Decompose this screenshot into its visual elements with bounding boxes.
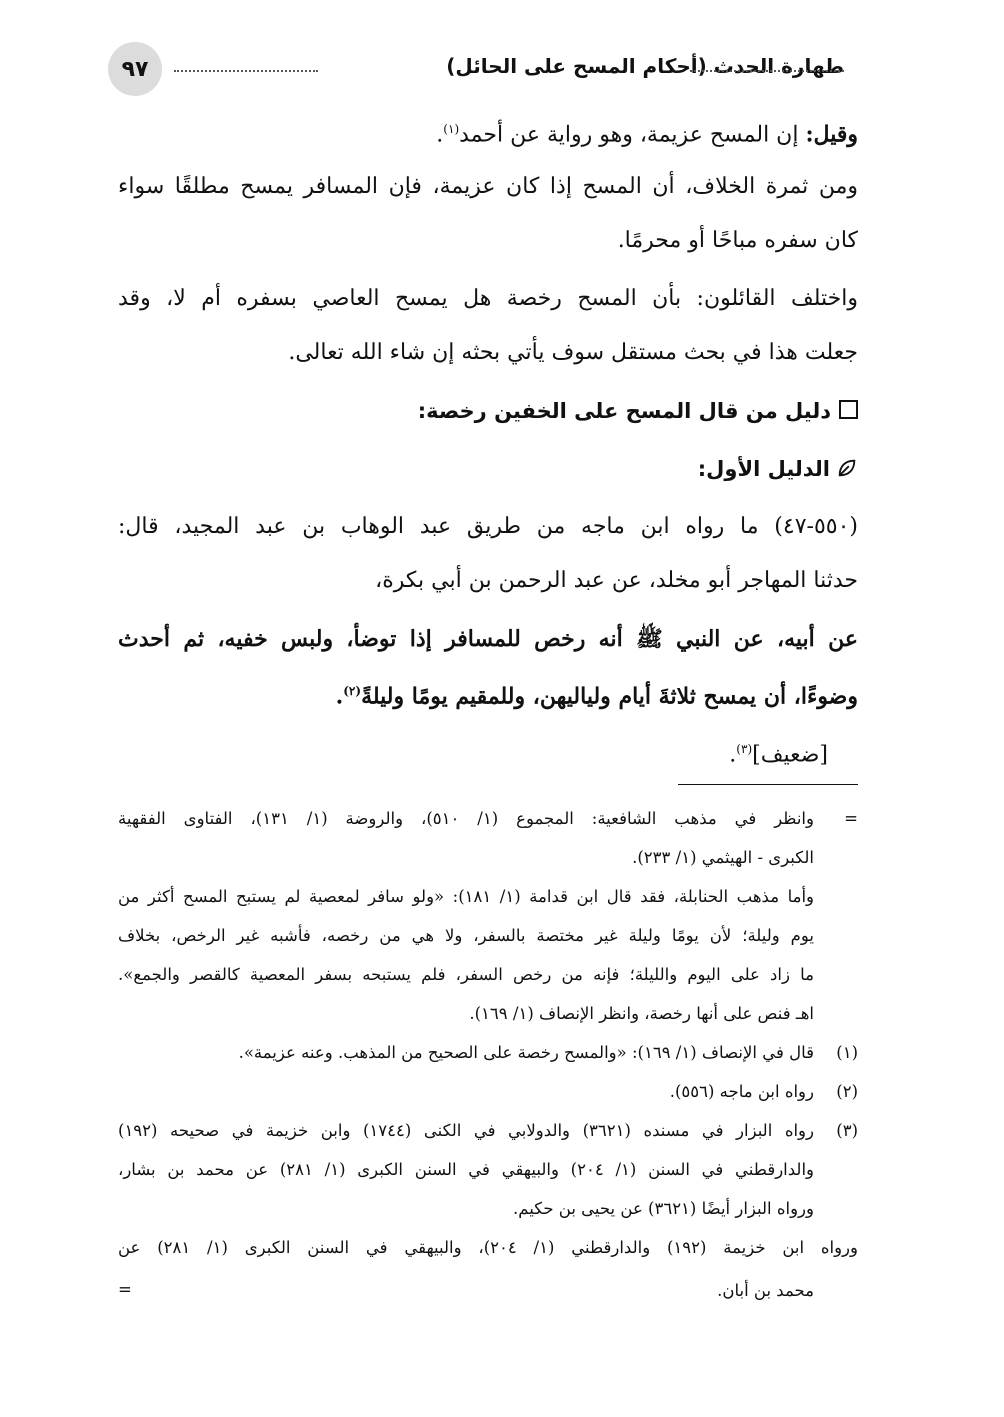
footnote-continuation-line-2: الكبرى - الهيثمي (١/ ٢٣٣). <box>632 848 814 867</box>
subsection-heading <box>698 454 858 484</box>
footnote-1-text: قال في الإنصاف (١/ ١٦٩): «والمسح رخصة على الصحيح من المذهب. وعنه عزيمة». <box>238 1043 814 1062</box>
footnote-continuation-line-4: يوم وليلة؛ لأن يومًا وليلة غير مختصة بالسفر، ولا هي من رخصه، فأشبه غير الرخص، بخلاف <box>118 926 814 945</box>
footnote-3-line-1: رواه البزار في مسنده (٣٦٢١) والدولابي في الكنى (١٧٤٤) وابن خزيمة في صحيحه (١٩٢) <box>118 1121 814 1140</box>
page-number: ٩٧ <box>108 42 162 96</box>
hadith-line-1: عن أبيه، عن النبي ﷺ أنه رخص للمسافر إذا توضأ، ولبس خفيه، ثم أحدث <box>118 626 858 652</box>
header-dotted-leader-right <box>690 70 844 72</box>
footnote-3-line-4: ورواه ابن خزيمة (١٩٢) والدارقطني (١/ ٢٠٤)، والبيهقي في السنن الكبرى (١/ ٢٨١) عن <box>118 1238 858 1257</box>
footnote-continuation-mark: = <box>844 809 858 828</box>
paragraph-4-line-1: (٥٥٠-٤٧) ما رواه ابن ماجه من طريق عبد الوهاب بن عبد المجيد، قال: <box>118 514 858 539</box>
subsection-heading-text: الدليل الأول: <box>697 457 830 481</box>
footnote-2-number: (٢) <box>836 1082 858 1101</box>
hadith-line-2: وضوءًا، أن يمسح ثلاثةَ أيام ولياليهن، وللمقيم يومًا وليلةً$^{(٢)}$. <box>335 683 858 710</box>
footnote-continuation-line-6: اهـ فنص على أنها رخصة، وانظر الإنصاف (١/ ١٦٩). <box>469 1004 814 1023</box>
paragraph-3-line-2: جعلت هذا في بحث مستقل سوف يأتي بحثه إن شاء الله تعالى. <box>288 340 858 365</box>
paragraph-2-line-2: كان سفره مباحًا أو محرمًا. <box>617 228 858 253</box>
footnote-continuation-line-1: وانظر في مذهب الشافعية: المجموع (١/ ٥١٠)، والروضة (١/ ١٣١)، الفتاوى الفقهية <box>118 809 814 828</box>
footnote-1-number: (١) <box>836 1043 858 1062</box>
footnote-continues-mark: = <box>118 1280 132 1299</box>
paragraph-3-line-1: واختلف القائلون: بأن المسح رخصة هل يمسح العاصي بسفره أم لا، وقد <box>118 286 858 311</box>
footnote-3-line-2: والدارقطني في السنن (١/ ٢٠٤) والبيهقي في السنن الكبرى (١/ ٢٨١) عن محمد بن بشار، <box>118 1160 815 1179</box>
paragraph-1-label: وقيل: <box>805 121 858 148</box>
section-heading-text: دليل من قال المسح على الخفين رخصة: <box>417 399 831 423</box>
footnote-3-line-3: ورواه البزار أيضًا (٣٦٢١) عن يحيى بن حكيم. <box>513 1199 814 1218</box>
footnote-separator <box>678 784 858 785</box>
square-bullet-icon <box>839 400 858 419</box>
hadith-line-2-text: وضوءًا، أن يمسح ثلاثةَ أيام ولياليهن، وللمقيم يومًا وليلةً <box>361 683 858 710</box>
paragraph-4-line-2: حدثنا المهاجر أبو مخلد، عن عبد الرحمن بن أبي بكرة، <box>375 568 858 593</box>
running-title: طهارة الحدث (أحكام المسح على الحائل) <box>446 54 844 78</box>
footnote-ref-3[interactable]: (٣) <box>736 742 753 756</box>
leaf-ornament-icon <box>836 457 858 479</box>
footnote-continuation-line-5: ما زاد على اليوم والليلة؛ فإنه من رخص السفر، فلم يستبحه بسفر المعصية كالقصر والجمع». <box>118 965 814 984</box>
footnote-ref-2[interactable]: (٢) <box>343 684 362 698</box>
section-heading <box>418 396 858 426</box>
paragraph-1: وقيل: إن المسح عزيمة، وهو رواية عن أحمد$^{(١)}$. <box>436 121 858 148</box>
footnote-2-text: رواه ابن ماجه (٥٥٦). <box>669 1082 814 1101</box>
header-dotted-leader-left <box>174 70 318 72</box>
footnote-continuation-line-3: وأما مذهب الحنابلة، فقد قال ابن قدامة (١/ ١٨١): «ولو سافر لمعصية لم يستبح المسح أكثر من <box>118 887 814 906</box>
footnote-3-line-5: محمد بن أبان. <box>717 1281 814 1300</box>
hadith-grade-text: [ضعيف] <box>752 742 828 768</box>
paragraph-1-text: إن المسح عزيمة، وهو رواية عن أحمد <box>459 122 806 148</box>
paragraph-2-line-1: ومن ثمرة الخلاف، أن المسح إذا كان عزيمة، فإن المسافر يمسح مطلقًا سواء <box>118 174 858 199</box>
hadith-grade: [ضعيف]$^{(٣)}$. <box>729 742 828 768</box>
footnote-3-number: (٣) <box>836 1121 858 1140</box>
footnote-ref-1[interactable]: (١) <box>443 122 460 136</box>
